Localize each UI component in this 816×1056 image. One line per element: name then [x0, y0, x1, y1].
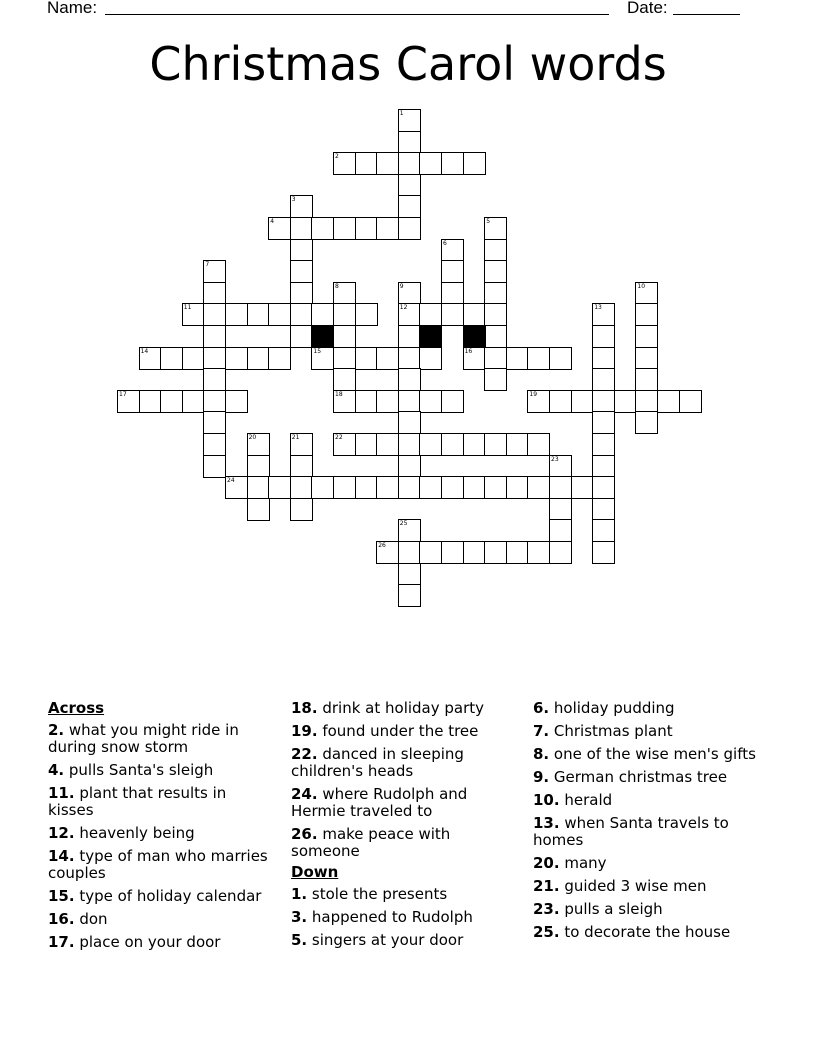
clue-number-label: 20.: [533, 854, 560, 872]
clue-text: pulls a sleigh: [559, 900, 663, 918]
answer-cell[interactable]: [527, 476, 550, 499]
answer-cell[interactable]: [290, 303, 313, 326]
clue-item: [291, 826, 516, 860]
answer-cell[interactable]: [203, 303, 226, 326]
answer-cell[interactable]: [203, 347, 226, 370]
answer-cell[interactable]: [398, 152, 421, 175]
answer-cell[interactable]: [333, 282, 356, 305]
answer-cell[interactable]: [463, 152, 486, 175]
answer-cell[interactable]: [527, 390, 550, 413]
answer-cell[interactable]: [506, 541, 529, 564]
answer-cell[interactable]: [506, 347, 529, 370]
answer-cell[interactable]: [333, 152, 356, 175]
answer-cell[interactable]: [203, 455, 226, 478]
answer-cell[interactable]: [333, 347, 356, 370]
answer-cell[interactable]: [484, 433, 507, 456]
answer-cell[interactable]: [463, 476, 486, 499]
clue-text: when Santa travels to homes: [533, 814, 729, 849]
black-cell: [311, 325, 334, 348]
answer-cell[interactable]: [527, 347, 550, 370]
answer-cell[interactable]: [203, 260, 226, 283]
answer-cell[interactable]: [463, 541, 486, 564]
answer-cell[interactable]: [203, 390, 226, 413]
answer-cell[interactable]: [398, 347, 421, 370]
answer-cell[interactable]: [290, 260, 313, 283]
answer-cell[interactable]: [398, 217, 421, 240]
answer-cell[interactable]: [247, 455, 270, 478]
answer-cell[interactable]: [290, 282, 313, 305]
answer-cell[interactable]: [160, 390, 183, 413]
down-clue-list: [291, 886, 516, 949]
clue-text: drink at holiday party: [317, 699, 485, 717]
answer-cell[interactable]: [592, 455, 615, 478]
clue-item: [48, 762, 273, 779]
clue-number-label: 19.: [291, 722, 318, 740]
answer-cell[interactable]: [247, 433, 270, 456]
answer-cell[interactable]: [355, 433, 378, 456]
clue-number: 2: [335, 153, 339, 161]
answer-cell[interactable]: [398, 584, 421, 607]
clue-item: [291, 886, 516, 903]
clue-text: what you might ride in during snow storm: [48, 721, 239, 756]
clue-text: to decorate the house: [559, 923, 731, 941]
answer-cell[interactable]: [592, 325, 615, 348]
answer-cell[interactable]: [635, 325, 658, 348]
answer-cell[interactable]: [290, 476, 313, 499]
clue-number-label: 25.: [533, 923, 560, 941]
answer-cell[interactable]: [419, 433, 442, 456]
answer-cell[interactable]: [398, 109, 421, 132]
clue-text: type of holiday calendar: [74, 887, 262, 905]
clue-item: [48, 934, 273, 951]
clue-item: [533, 855, 758, 872]
clue-text: where Rudolph and Hermie traveled to: [291, 785, 468, 820]
answer-cell[interactable]: [441, 541, 464, 564]
clue-text: type of man who marries couples: [48, 847, 268, 882]
answer-cell[interactable]: [376, 347, 399, 370]
answer-cell[interactable]: [182, 347, 205, 370]
clue-number: 21: [291, 434, 300, 441]
answer-cell[interactable]: [484, 303, 507, 326]
answer-cell[interactable]: [484, 541, 507, 564]
name-label: Name:: [47, 0, 98, 17]
clue-item: [533, 815, 758, 849]
answer-cell[interactable]: [290, 239, 313, 262]
clue-number-label: 7.: [533, 722, 550, 740]
clue-number: 3: [291, 196, 296, 204]
clue-number: 5: [486, 218, 491, 225]
clue-number-label: 15.: [48, 887, 75, 905]
answer-cell[interactable]: [398, 563, 421, 586]
clue-number: 10: [637, 282, 646, 290]
answer-cell[interactable]: [203, 282, 226, 305]
answer-cell[interactable]: [160, 347, 183, 370]
answer-cell[interactable]: [311, 303, 334, 326]
clue-number-label: 9.: [533, 768, 550, 786]
answer-cell[interactable]: [635, 347, 658, 370]
clue-text: many: [559, 854, 607, 872]
answer-cell[interactable]: [225, 390, 248, 413]
across-clue-list-continued: [291, 700, 516, 860]
answer-cell[interactable]: [549, 455, 572, 478]
answer-cell[interactable]: [355, 347, 378, 370]
clue-number: 17: [119, 390, 127, 398]
answer-cell[interactable]: [614, 390, 637, 413]
answer-cell[interactable]: [484, 325, 507, 348]
clue-number: 8: [335, 282, 339, 290]
clue-column-3: [533, 700, 758, 947]
clue-number: 26: [378, 542, 386, 549]
answer-cell[interactable]: [463, 433, 486, 456]
answer-cell[interactable]: [484, 239, 507, 262]
clue-number-label: 22.: [291, 745, 318, 763]
answer-cell[interactable]: [484, 217, 507, 240]
clue-text: happened to Rudolph: [307, 908, 473, 926]
answer-cell[interactable]: [592, 476, 615, 499]
clue-text: pulls Santa's sleigh: [64, 761, 214, 779]
clue-number: 15: [313, 347, 322, 355]
answer-cell[interactable]: [419, 476, 442, 499]
clue-text: stole the presents: [307, 885, 448, 903]
answer-cell[interactable]: [398, 433, 421, 456]
answer-cell[interactable]: [333, 368, 356, 391]
answer-cell[interactable]: [398, 131, 421, 154]
clue-item: [533, 878, 758, 895]
clue-text: Christmas plant: [549, 722, 673, 740]
answer-cell[interactable]: [441, 260, 464, 283]
clue-number: 7: [205, 261, 210, 269]
answer-cell[interactable]: [635, 282, 658, 305]
answer-cell[interactable]: [333, 217, 356, 240]
answer-cell[interactable]: [592, 347, 615, 370]
clue-item: [533, 746, 758, 763]
clue-number: 25: [399, 520, 408, 528]
answer-cell[interactable]: [268, 476, 291, 499]
clue-number: 18: [335, 390, 343, 398]
answer-cell[interactable]: [333, 325, 356, 348]
clue-text: herald: [559, 791, 613, 809]
answer-cell[interactable]: [139, 347, 162, 370]
answer-cell[interactable]: [592, 303, 615, 326]
clue-text: danced in sleeping children's heads: [291, 745, 464, 780]
answer-cell[interactable]: [549, 541, 572, 564]
answer-cell[interactable]: [247, 347, 270, 370]
clue-item: [533, 792, 758, 809]
clue-item: [291, 700, 516, 717]
clue-item: [48, 785, 273, 819]
answer-cell[interactable]: [592, 390, 615, 413]
answer-cell[interactable]: [398, 519, 421, 542]
answer-cell[interactable]: [484, 282, 507, 305]
down-clue-list-continued: [533, 700, 758, 941]
clue-number: 23: [551, 455, 559, 463]
clue-item: [48, 911, 273, 928]
answer-cell[interactable]: [506, 476, 529, 499]
clue-text: one of the wise men's gifts: [549, 745, 756, 763]
answer-cell[interactable]: [268, 303, 291, 326]
answer-cell[interactable]: [355, 217, 378, 240]
clue-item: [291, 746, 516, 780]
answer-cell[interactable]: [592, 411, 615, 434]
answer-cell[interactable]: [571, 390, 594, 413]
answer-cell[interactable]: [549, 498, 572, 521]
clue-text: found under the tree: [317, 722, 479, 740]
clue-item: [48, 825, 273, 842]
clue-number: 12: [399, 304, 408, 312]
answer-cell[interactable]: [441, 433, 464, 456]
answer-cell[interactable]: [506, 433, 529, 456]
clue-number-label: 11.: [48, 784, 75, 802]
answer-cell[interactable]: [398, 195, 421, 218]
across-heading: Across: [48, 699, 105, 717]
answer-cell[interactable]: [290, 433, 313, 456]
answer-cell[interactable]: [679, 390, 702, 413]
answer-cell[interactable]: [635, 390, 658, 413]
answer-cell[interactable]: [203, 433, 226, 456]
clue-number-label: 4.: [48, 761, 65, 779]
clue-text: make peace with someone: [291, 825, 451, 860]
answer-cell[interactable]: [484, 260, 507, 283]
clue-text: heavenly being: [74, 824, 195, 842]
answer-cell[interactable]: [635, 411, 658, 434]
clue-number-label: 2.: [48, 721, 65, 739]
clue-item: [291, 786, 516, 820]
answer-cell[interactable]: [376, 476, 399, 499]
answer-cell[interactable]: [592, 519, 615, 542]
answer-cell[interactable]: [203, 325, 226, 348]
clue-number: 20: [248, 434, 257, 441]
answer-cell[interactable]: [657, 390, 680, 413]
clue-item: [291, 723, 516, 740]
clue-number-label: 5.: [291, 931, 308, 949]
answer-cell[interactable]: [398, 476, 421, 499]
answer-cell[interactable]: [203, 368, 226, 391]
answer-cell[interactable]: [592, 541, 615, 564]
clue-number-label: 14.: [48, 847, 75, 865]
clue-text: guided 3 wise men: [559, 877, 707, 895]
answer-cell[interactable]: [398, 541, 421, 564]
answer-cell[interactable]: [419, 390, 442, 413]
clue-item: [533, 723, 758, 740]
answer-cell[interactable]: [419, 541, 442, 564]
clue-number-label: 13.: [533, 814, 560, 832]
answer-cell[interactable]: [333, 476, 356, 499]
clue-item: [533, 901, 758, 918]
answer-cell[interactable]: [592, 498, 615, 521]
clue-number-label: 10.: [533, 791, 560, 809]
clue-column-2: [291, 700, 516, 955]
clue-item: [533, 700, 758, 717]
clue-number: 16: [464, 347, 473, 355]
clue-number: 14: [140, 347, 149, 355]
page-title: Christmas Carol words: [149, 37, 667, 91]
clue-number: 9: [399, 282, 404, 290]
clue-text: singers at your door: [307, 931, 464, 949]
answer-cell[interactable]: [376, 541, 399, 564]
answer-cell[interactable]: [247, 476, 270, 499]
answer-cell[interactable]: [549, 390, 572, 413]
answer-cell[interactable]: [182, 303, 205, 326]
answer-cell[interactable]: [247, 498, 270, 521]
answer-cell[interactable]: [311, 476, 334, 499]
answer-cell[interactable]: [527, 433, 550, 456]
answer-cell[interactable]: [398, 174, 421, 197]
clue-item: [533, 924, 758, 941]
clue-number-label: 6.: [533, 699, 550, 717]
answer-cell[interactable]: [376, 152, 399, 175]
clue-text: don: [74, 910, 108, 928]
answer-cell[interactable]: [398, 390, 421, 413]
clue-number-label: 18.: [291, 699, 318, 717]
answer-cell[interactable]: [441, 303, 464, 326]
answer-cell[interactable]: [225, 476, 248, 499]
clue-text: holiday pudding: [549, 699, 675, 717]
answer-cell[interactable]: [290, 498, 313, 521]
clue-number: 24: [227, 477, 235, 485]
answer-cell[interactable]: [355, 303, 378, 326]
clue-item: [291, 909, 516, 926]
clue-number-label: 8.: [533, 745, 550, 763]
across-clue-list: [48, 722, 273, 951]
clue-number-label: 16.: [48, 910, 75, 928]
clue-number-label: 17.: [48, 933, 75, 951]
clue-number-label: 26.: [291, 825, 318, 843]
clue-number: 4: [270, 218, 275, 225]
answer-cell[interactable]: [463, 347, 486, 370]
answer-cell[interactable]: [398, 303, 421, 326]
clue-number-label: 1.: [291, 885, 308, 903]
answer-cell[interactable]: [376, 217, 399, 240]
black-cell: [419, 325, 442, 348]
answer-cell[interactable]: [203, 411, 226, 434]
answer-cell[interactable]: [419, 347, 442, 370]
answer-cell[interactable]: [571, 476, 594, 499]
answer-cell[interactable]: [527, 541, 550, 564]
answer-cell[interactable]: [290, 325, 313, 348]
answer-cell[interactable]: [376, 390, 399, 413]
answer-cell[interactable]: [549, 347, 572, 370]
clue-item: [533, 769, 758, 786]
answer-cell[interactable]: [355, 476, 378, 499]
clue-number: 11: [183, 304, 192, 312]
answer-cell[interactable]: [635, 303, 658, 326]
answer-cell[interactable]: [592, 433, 615, 456]
answer-cell[interactable]: [182, 390, 205, 413]
answer-cell[interactable]: [398, 282, 421, 305]
black-cell: [463, 325, 486, 348]
answer-cell[interactable]: [549, 476, 572, 499]
answer-cell[interactable]: [484, 476, 507, 499]
answer-cell[interactable]: [398, 411, 421, 434]
answer-cell[interactable]: [355, 152, 378, 175]
answer-cell[interactable]: [398, 368, 421, 391]
clue-text: place on your door: [74, 933, 221, 951]
answer-cell[interactable]: [268, 347, 291, 370]
answer-cell[interactable]: [117, 390, 140, 413]
clue-number: 22: [335, 434, 343, 441]
answer-cell[interactable]: [311, 217, 334, 240]
clue-number-label: 24.: [291, 785, 318, 803]
clue-number: 1: [399, 110, 404, 117]
clue-column-1: [48, 700, 273, 957]
answer-cell[interactable]: [441, 390, 464, 413]
answer-cell[interactable]: [484, 347, 507, 370]
date-label: Date:: [627, 0, 668, 17]
answer-cell[interactable]: [441, 476, 464, 499]
clue-item: [48, 722, 273, 756]
down-heading: Down: [291, 863, 339, 881]
answer-cell[interactable]: [419, 152, 442, 175]
answer-cell[interactable]: [549, 519, 572, 542]
clue-item: [48, 888, 273, 905]
answer-cell[interactable]: [376, 433, 399, 456]
answer-cell[interactable]: [333, 390, 356, 413]
clue-text: German christmas tree: [549, 768, 728, 786]
clue-number: 6: [443, 239, 447, 247]
answer-cell[interactable]: [290, 217, 313, 240]
clue-item: [291, 932, 516, 949]
answer-cell[interactable]: [592, 368, 615, 391]
answer-cell[interactable]: [268, 217, 291, 240]
clue-number: 13: [594, 304, 602, 312]
answer-cell[interactable]: [290, 195, 313, 218]
clue-item: [48, 848, 273, 882]
clue-number-label: 23.: [533, 900, 560, 918]
answer-cell[interactable]: [290, 455, 313, 478]
answer-cell[interactable]: [333, 303, 356, 326]
answer-cell[interactable]: [441, 282, 464, 305]
answer-cell[interactable]: [311, 347, 334, 370]
answer-cell[interactable]: [333, 433, 356, 456]
answer-cell[interactable]: [463, 303, 486, 326]
answer-cell[interactable]: [225, 303, 248, 326]
answer-cell[interactable]: [441, 152, 464, 175]
answer-cell[interactable]: [441, 239, 464, 262]
clue-number-label: 21.: [533, 877, 560, 895]
clue-number-label: 12.: [48, 824, 75, 842]
answer-cell[interactable]: [398, 325, 421, 348]
clue-number: 19: [529, 390, 538, 398]
clue-number-label: 3.: [291, 908, 308, 926]
answer-cell[interactable]: [355, 390, 378, 413]
clue-text: plant that results in kisses: [48, 784, 227, 819]
answer-cell[interactable]: [398, 455, 421, 478]
answer-cell[interactable]: [484, 368, 507, 391]
answer-cell[interactable]: [225, 347, 248, 370]
answer-cell[interactable]: [139, 390, 162, 413]
answer-cell[interactable]: [419, 303, 442, 326]
answer-cell[interactable]: [635, 368, 658, 391]
answer-cell[interactable]: [247, 303, 270, 326]
